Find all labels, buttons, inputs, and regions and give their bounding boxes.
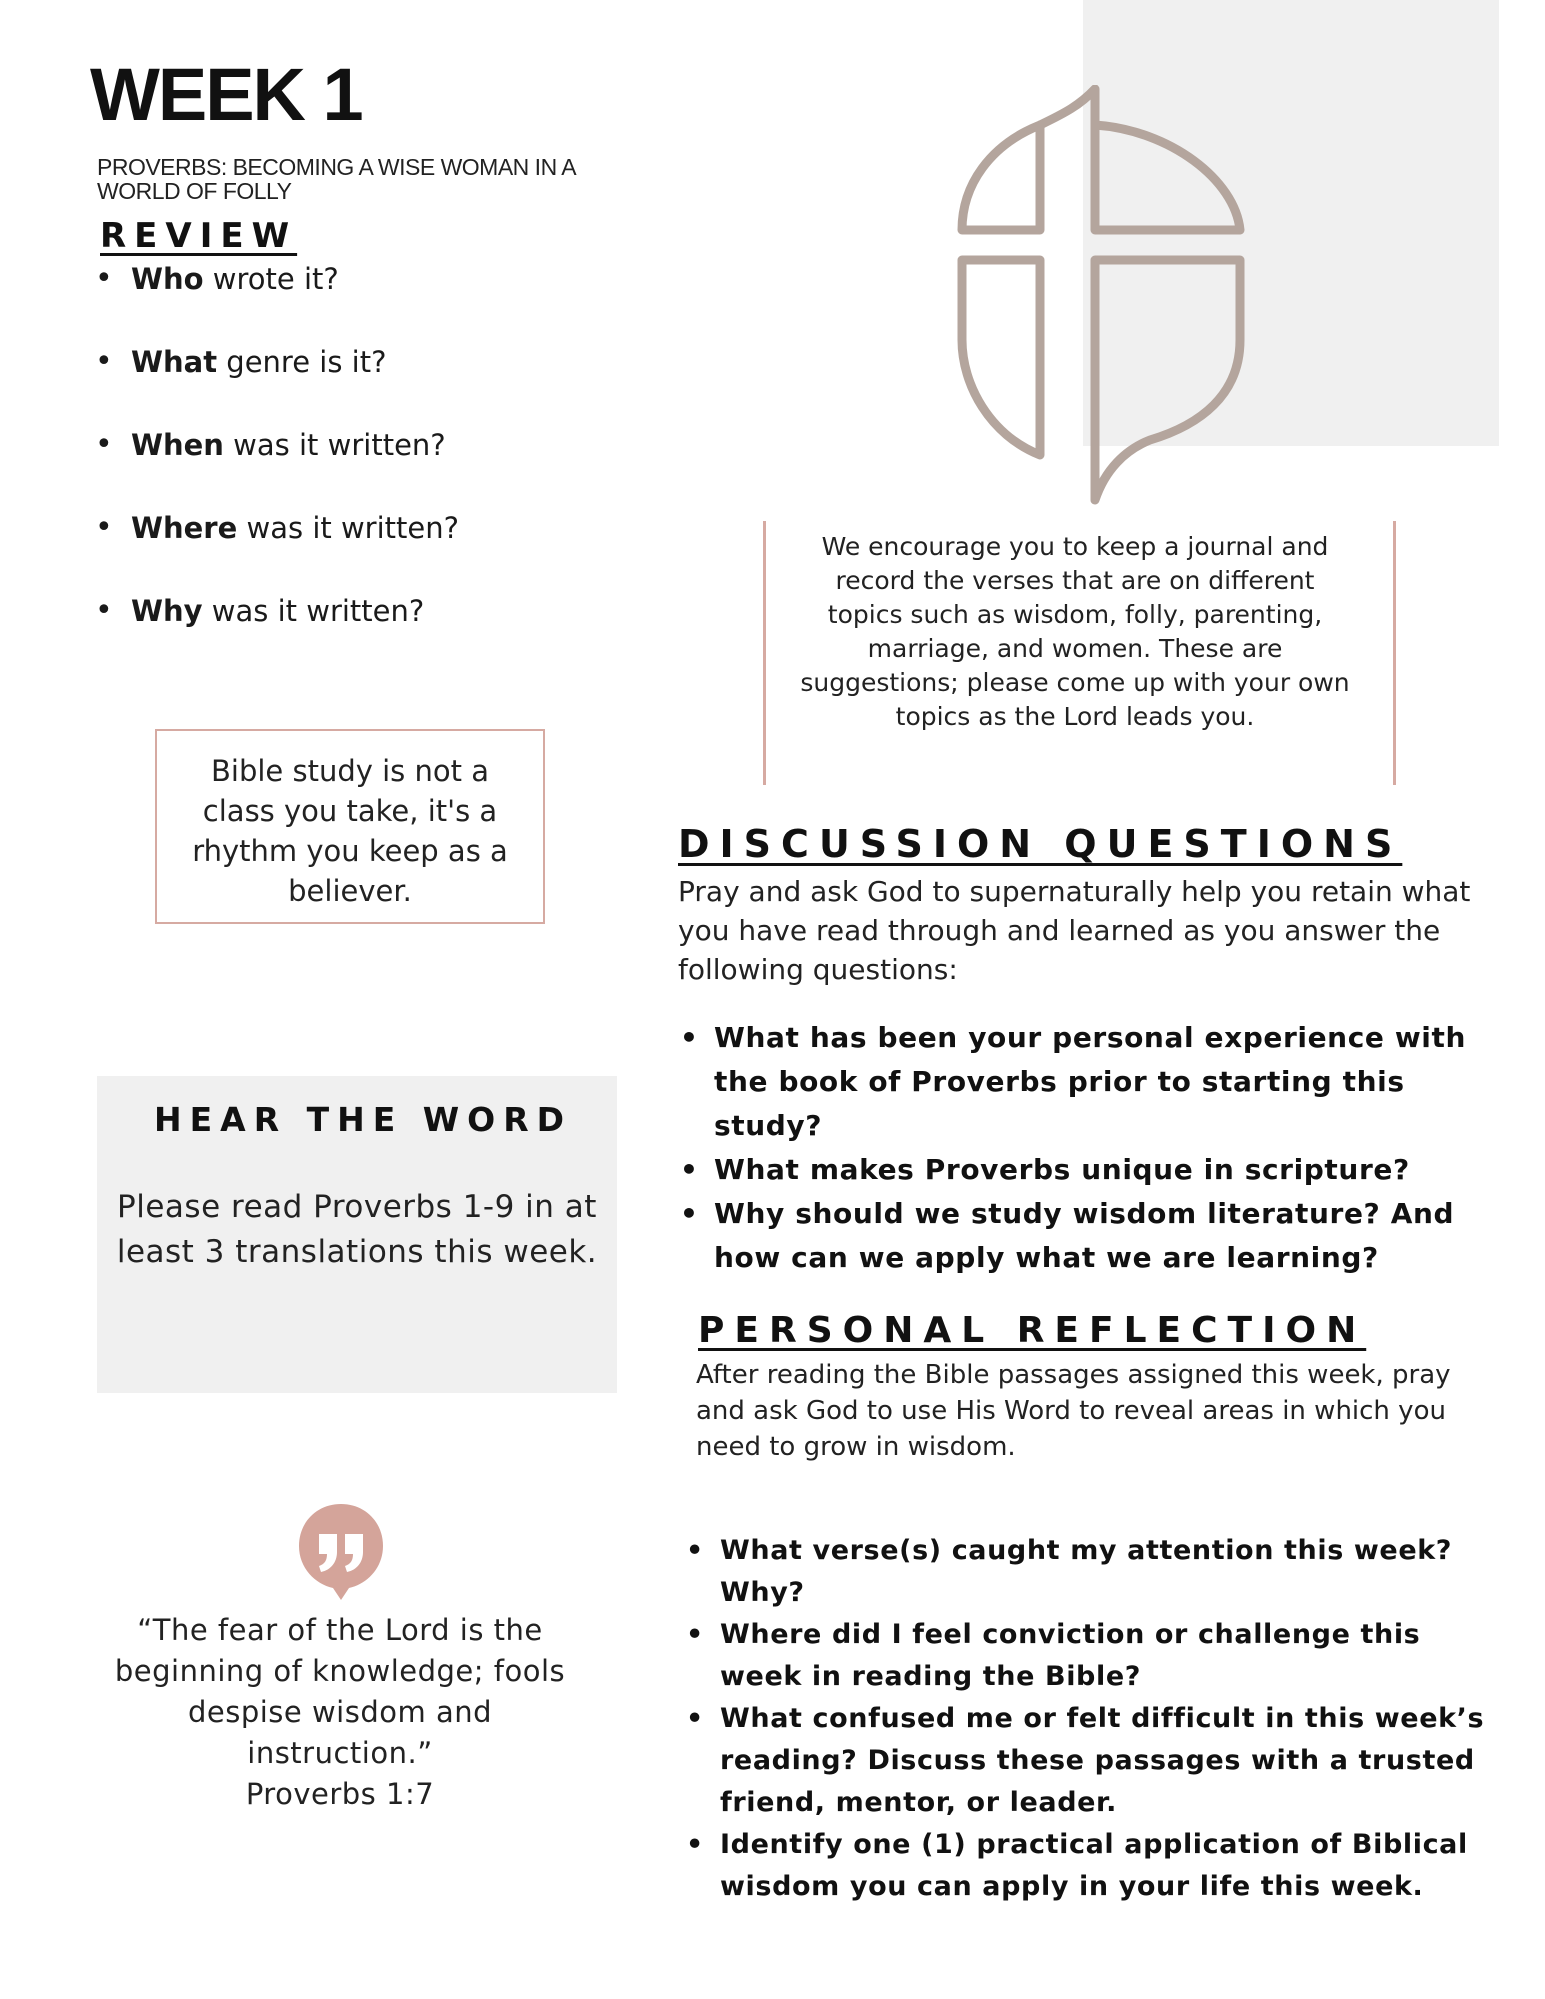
review-item [95,343,459,426]
review-item [95,592,459,675]
review-item [95,260,459,343]
review-item-keyword: Who [131,262,204,296]
reflection-question: • Identify one (1) practical application of Biblical wisdom you can apply in your life this week. [684,1824,1504,1908]
shield-cross-logo-icon [950,85,1270,510]
review-item-keyword: When [131,428,224,462]
review-item-keyword: What [131,345,218,379]
review-item-text: was it written? [202,594,425,628]
page-subtitle: PROVERBS: BECOMING A WISE WOMAN IN A WORLD OF FOLLY [97,154,575,204]
reflection-heading: PERSONAL REFLECTION [698,1310,1367,1351]
bible-study-callout: Bible study is not a class you take, it's a rhythm you keep as a believer. [155,729,545,924]
journal-note: We encourage you to keep a journal and record the verses that are on different topics such as wisdom, folly, parenting, marriage, and women. These are suggestions; please come up with your own topics as the Lord leads you. [800,532,1350,731]
review-item-text: was it written? [223,428,446,462]
quote-reference: Proverbs 1:7 [245,1777,435,1811]
review-item-keyword: Why [131,594,203,628]
reflection-question: • What verse(s) caught my attention this week? Why? [684,1530,1504,1614]
review-item-text: wrote it? [203,262,339,296]
discussion-question: • Why should we study wisdom literature? And how can we apply what we are learning? [678,1192,1498,1280]
journal-divider-left [763,521,766,785]
reflection-question: • Where did I feel conviction or challenge this week in reading the Bible? [684,1614,1504,1698]
review-item-text: genre is it? [217,345,387,379]
review-heading: REVIEW [100,216,298,256]
discussion-questions [678,1016,1498,1280]
review-list [95,260,459,675]
discussion-heading: DISCUSSION QUESTIONS [678,822,1403,866]
journal-divider-right [1393,521,1396,785]
quote-icon [297,1502,385,1602]
review-item [95,426,459,509]
review-item-text: was it written? [237,511,460,545]
review-item [95,509,459,592]
discussion-question: • What has been your personal experience with the book of Proverbs prior to starting this study? [678,1016,1498,1148]
quote-text: “The fear of the Lord is the beginning of knowledge; fools despise wisdom and instruction.” [114,1613,566,1770]
review-item-keyword: Where [131,511,238,545]
page-title: WEEK 1 [90,53,362,136]
reflection-questions [684,1530,1504,1908]
hear-the-word-text: Please read Proverbs 1-9 in at least 3 translations this week. [116,1189,598,1270]
reflection-intro: After reading the Bible passages assigned this week, pray and ask God to use His Word to reveal areas in which you need to grow in wisdom. [696,1360,1451,1462]
discussion-intro: Pray and ask God to supernaturally help you retain what you have read through and learned as you answer the following questions: [678,875,1471,986]
discussion-question: • What makes Proverbs unique in scripture? [678,1148,1498,1192]
scripture-quote [110,1610,570,1815]
reflection-question: • What confused me or felt difficult in this week’s reading? Discuss these passages with a trusted friend, mentor, or leader. [684,1698,1504,1824]
hear-the-word-heading: HEAR THE WORD [154,1100,573,1139]
